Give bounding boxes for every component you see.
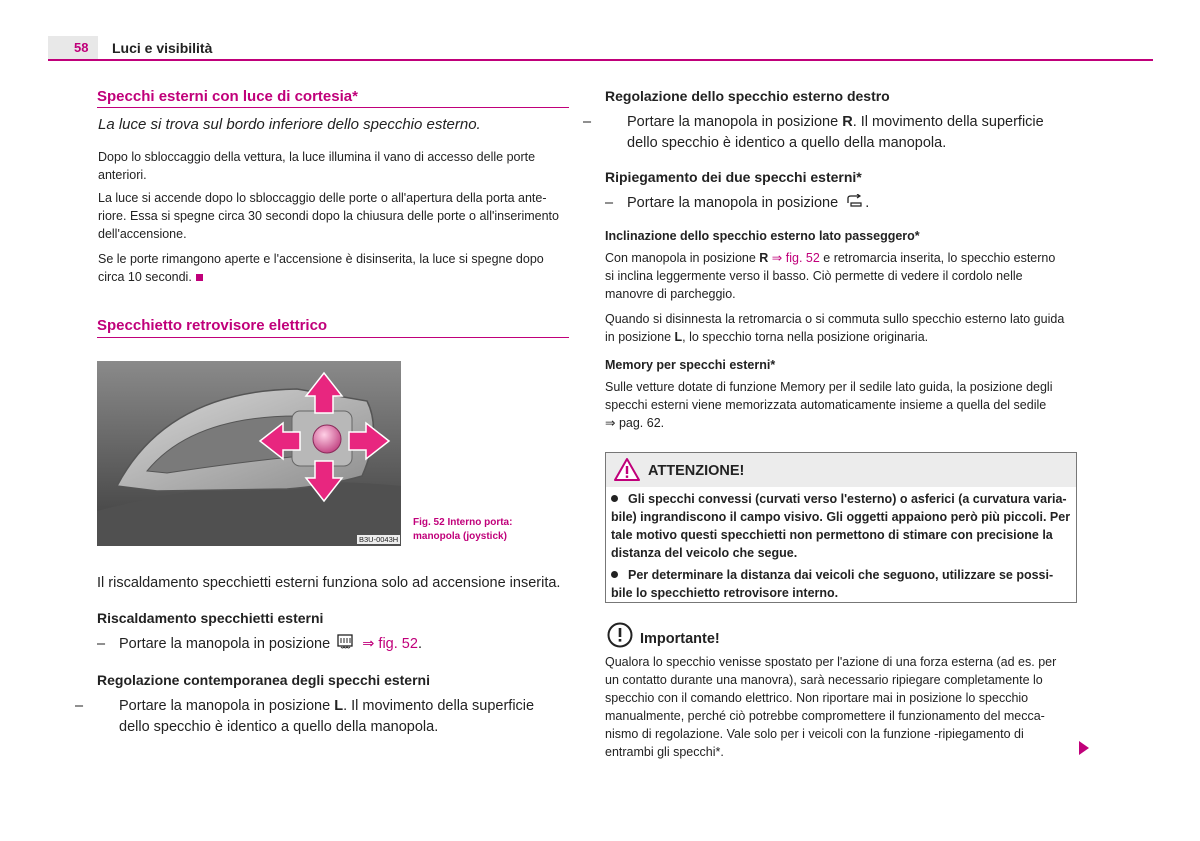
door-joystick-illustration: [97, 361, 401, 546]
mirror-fold-icon: [845, 194, 865, 208]
figure-door-joystick: [97, 361, 401, 546]
page-number: 58: [74, 40, 89, 55]
step-right-mirror: – Portare la manopola in posizione R. Il movimento della superficie dello specchio è identico a quello della manopola.: [583, 114, 1044, 151]
section-rule: [97, 107, 569, 108]
paragraph-courtesy-3: Se le porte rimangono aperte e l'accensione è disinserita, la luce si spegne dopo circa 10 secondi.: [98, 252, 544, 284]
heading-heating: Riscaldamento specchietti esterni: [97, 610, 324, 626]
warning-title: ATTENZIONE!: [648, 463, 745, 479]
heating-note: Il riscaldamento specchietti esterni funziona solo ad accensione inserita.: [97, 575, 561, 591]
figure-caption: Fig. 52 Interno porta: manopola (joystick): [413, 517, 513, 542]
paragraph-tilt-2: Quando si disinnesta la retromarcia o si commuta sullo specchio esterno lato guida in posizione L, lo specchio torna nella posizione originaria.: [605, 312, 1065, 344]
exclamation-circle-icon: [607, 622, 633, 648]
section-intro: La luce si trova sul bordo inferiore dello specchio esterno.: [98, 116, 481, 133]
paragraph-memory: Sulle vetture dotate di funzione Memory per il sedile lato guida, la posizione degli specchi esterni viene memorizzata automaticamente insieme a quella del sedile ⇒ pag. 62.: [605, 380, 1053, 430]
page-number-box: [48, 36, 98, 60]
paragraph-tilt-1: Con manopola in posizione R ⇒ fig. 52 e retromarcia inserita, lo specchio esterno si inclina leggermente verso il basso. Ciò permette di vedere il cordolo nelle manovre di parcheggio.: [605, 251, 1056, 301]
important-text: Qualora lo specchio venisse spostato per l'azione di una forza esterna (ad es. per un contatto durante una manovra), sarà necessario ripiegare completamente lo specchio con il comando elettrico. Non riportare mai in posizione lo specchio manualmente, perché ciò potrebbe compromettere il funzionamento del mecca- nismo di regolazione. Vale solo per i veicoli con la funzione -ripiegamento di entrambi gli specchi*.: [605, 655, 1057, 759]
paragraph-courtesy-1: Dopo lo sbloccaggio della vettura, la luce illumina il vano di accesso delle porte anteriori.: [98, 150, 536, 182]
warning-triangle-icon: [613, 457, 641, 482]
step-heating: – Portare la manopola in posizione ⇒ fig. 52.: [97, 636, 422, 652]
heading-simultaneous: Regolazione contemporanea degli specchi esterni: [97, 672, 430, 688]
step-fold: – Portare la manopola in posizione .: [605, 195, 870, 211]
warning-bullet-2: Per determinare la distanza dai veicoli che seguono, utilizzare se possi- bile lo specchietto retrovisore interno.: [611, 568, 1054, 600]
section-rule: [97, 337, 569, 338]
header-rule: [48, 59, 1153, 61]
chapter-title: Luci e visibilità: [112, 40, 213, 56]
important-title: Importante!: [640, 631, 720, 647]
paragraph-courtesy-2: La luce si accende dopo lo sbloccaggio delle porte o all'apertura della porta ante- riore. Essa si spegne circa 30 secondi dopo la chiusura delle porte o all'inserimento dell'accensione.: [98, 191, 559, 241]
heading-right-mirror: Regolazione dello specchio esterno destro: [605, 88, 890, 104]
section-title-courtesy-light: Specchi esterni con luce di cortesia*: [97, 88, 358, 105]
step-simultaneous: – Portare la manopola in posizione L. Il movimento della superficie dello specchio è identico a quello della manopola.: [75, 698, 535, 735]
next-page-arrow-icon[interactable]: [1079, 741, 1089, 755]
heading-memory: Memory per specchi esterni*: [605, 358, 776, 372]
figure-code: B3U-0043H: [359, 535, 399, 544]
warning-bullet-1: Gli specchi convessi (curvati verso l'esterno) o asferici (a curvatura varia- bile) ingrandiscono il campo visivo. Gli oggetti appaiono però più piccoli. Per tale motivo questi specchietti non permettono di stimare con precisione la distanza del veicolo che segue.: [611, 492, 1071, 560]
heading-fold: Ripiegamento dei due specchi esterni*: [605, 169, 862, 185]
mirror-heating-icon: [336, 634, 356, 650]
end-of-section-icon: [196, 274, 203, 281]
section-title-electric-mirror: Specchietto retrovisore elettrico: [97, 317, 328, 334]
heading-tilt: Inclinazione dello specchio esterno lato passeggero*: [605, 229, 920, 243]
